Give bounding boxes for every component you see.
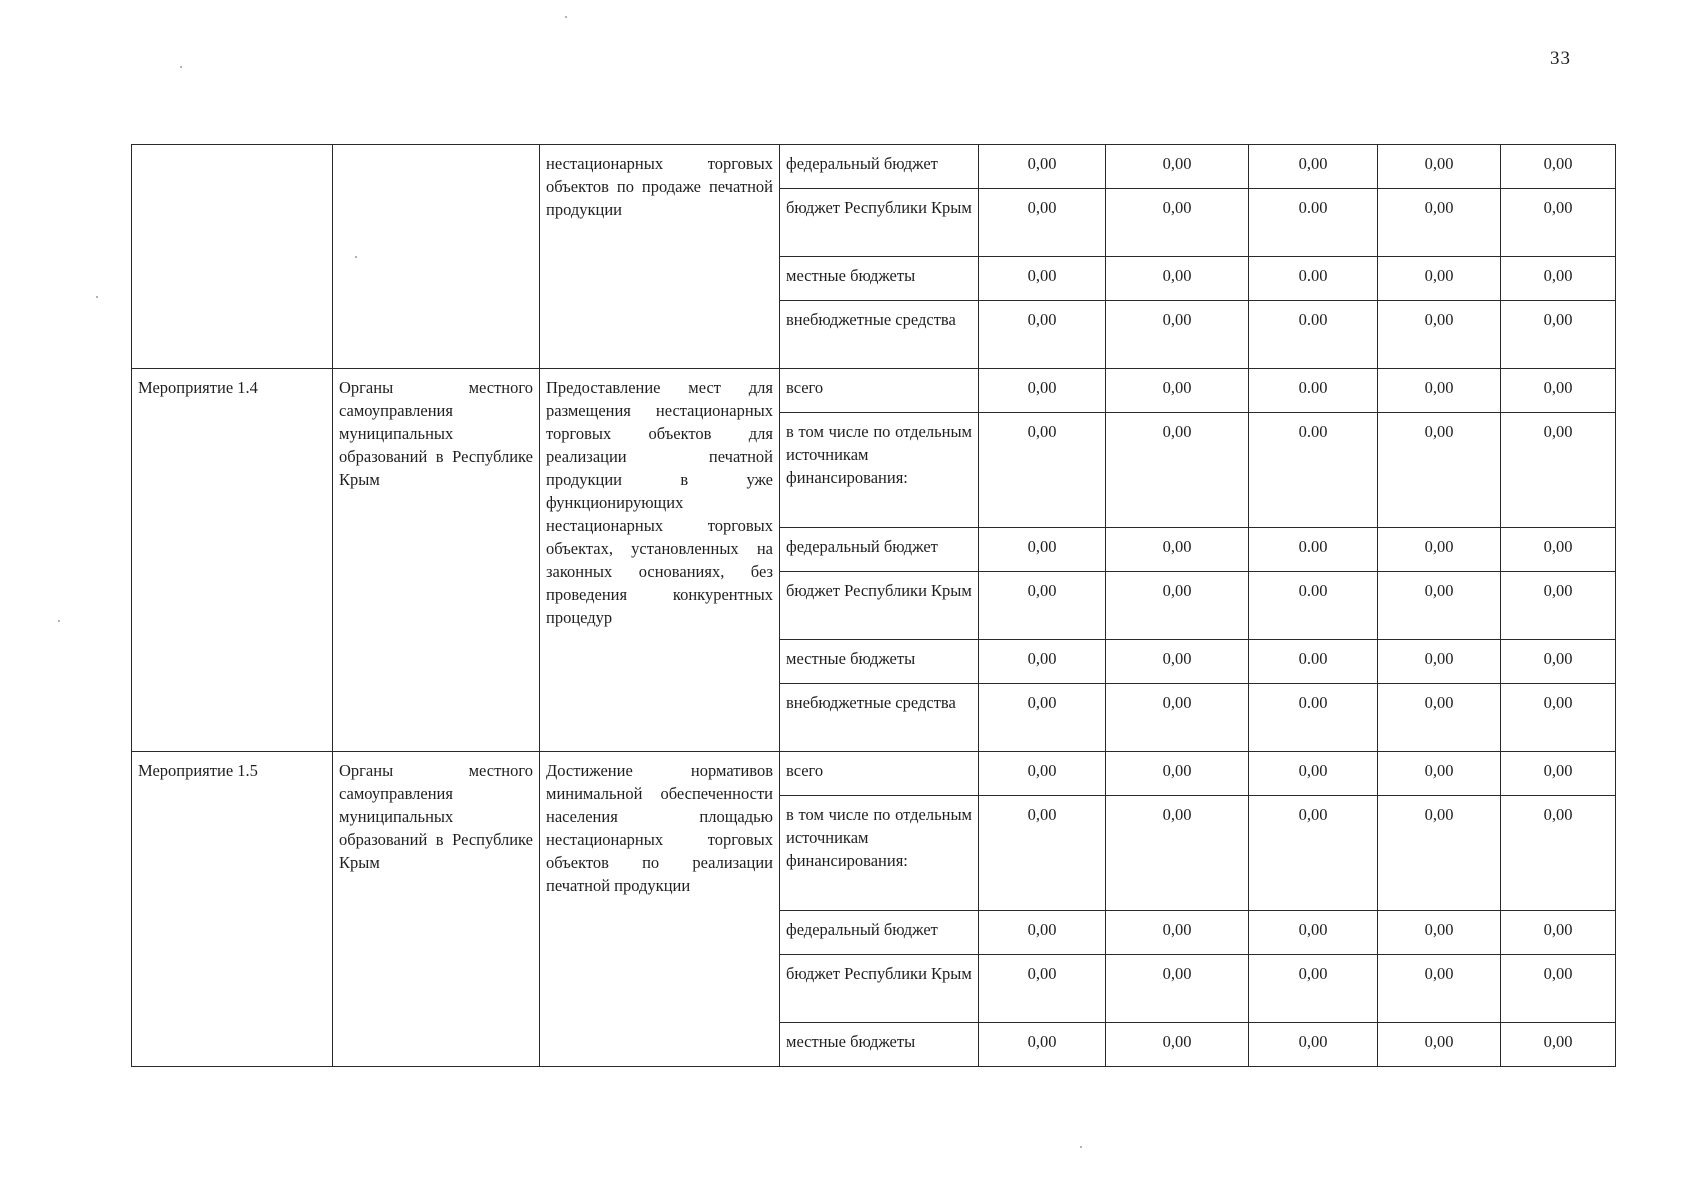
value-cell: 0,00 bbox=[979, 413, 1106, 528]
value-cell: 0.00 bbox=[1249, 301, 1378, 369]
value-cell: 0.00 bbox=[1249, 572, 1378, 640]
value-cell: 0,00 bbox=[979, 145, 1106, 189]
value-cell: 0,00 bbox=[1501, 684, 1616, 752]
value-cell: 0,00 bbox=[979, 640, 1106, 684]
funding-source-cell: федеральный бюджет bbox=[780, 145, 979, 189]
value-cell: 0,00 bbox=[1106, 640, 1249, 684]
value-cell: 0,00 bbox=[979, 911, 1106, 955]
value-cell: 0,00 bbox=[1249, 911, 1378, 955]
description-cell: нестационарных торговых объектов по продаже печатной продукции bbox=[540, 145, 780, 369]
value-cell: 0,00 bbox=[1106, 796, 1249, 911]
value-cell: 0,00 bbox=[1378, 796, 1501, 911]
description-cell: Предоставление мест для размещения нестационарных торговых объектов для реализации печатной продукции в уже функционирующих нестационарных торговых объектах, установленных на законных основаниях, без проведения конкурентных процедур bbox=[540, 369, 780, 752]
value-cell: 0,00 bbox=[1378, 528, 1501, 572]
value-cell: 0,00 bbox=[979, 752, 1106, 796]
value-cell: 0.00 bbox=[1249, 413, 1378, 528]
value-cell: 0,00 bbox=[1249, 752, 1378, 796]
value-cell: 0,00 bbox=[1249, 796, 1378, 911]
funding-source-cell: бюджет Республики Крым bbox=[780, 189, 979, 257]
value-cell: 0,00 bbox=[1501, 528, 1616, 572]
value-cell: 0,00 bbox=[1501, 301, 1616, 369]
value-cell: 0,00 bbox=[1501, 145, 1616, 189]
scan-speck bbox=[565, 16, 567, 18]
value-cell: 0,00 bbox=[1249, 955, 1378, 1023]
value-cell: 0,00 bbox=[1378, 911, 1501, 955]
funding-source-cell: в том числе по отдельным источникам финансирования: bbox=[780, 413, 979, 528]
measure-cell: Мероприятие 1.4 bbox=[132, 369, 333, 752]
value-cell: 0,00 bbox=[1378, 257, 1501, 301]
value-cell: 0,00 bbox=[1106, 301, 1249, 369]
value-cell: 0,00 bbox=[1378, 1023, 1501, 1067]
value-cell: 0,00 bbox=[1106, 413, 1249, 528]
funding-source-cell: федеральный бюджет bbox=[780, 528, 979, 572]
value-cell: 0,00 bbox=[1501, 796, 1616, 911]
value-cell: 0,00 bbox=[1501, 369, 1616, 413]
value-cell: 0,00 bbox=[1106, 145, 1249, 189]
funding-source-cell: федеральный бюджет bbox=[780, 911, 979, 955]
measure-cell bbox=[132, 145, 333, 369]
value-cell: 0,00 bbox=[979, 955, 1106, 1023]
value-cell: 0,00 bbox=[979, 572, 1106, 640]
value-cell: 0.00 bbox=[1249, 684, 1378, 752]
value-cell: 0,00 bbox=[979, 189, 1106, 257]
value-cell: 0.00 bbox=[1249, 189, 1378, 257]
funding-source-cell: бюджет Республики Крым bbox=[780, 572, 979, 640]
value-cell: 0,00 bbox=[1106, 369, 1249, 413]
value-cell: 0.00 bbox=[1249, 369, 1378, 413]
budget-table bbox=[131, 144, 1616, 1067]
value-cell: 0,00 bbox=[1106, 528, 1249, 572]
value-cell: 0,00 bbox=[979, 1023, 1106, 1067]
funding-source-cell: бюджет Республики Крым bbox=[780, 955, 979, 1023]
value-cell: 0,00 bbox=[1249, 1023, 1378, 1067]
value-cell: 0,00 bbox=[1106, 752, 1249, 796]
measure-cell: Мероприятие 1.5 bbox=[132, 752, 333, 1067]
table-row bbox=[132, 145, 1616, 189]
value-cell: 0,00 bbox=[1106, 1023, 1249, 1067]
value-cell: 0,00 bbox=[1378, 413, 1501, 528]
value-cell: 0,00 bbox=[1378, 369, 1501, 413]
funding-source-cell: местные бюджеты bbox=[780, 640, 979, 684]
value-cell: 0,00 bbox=[1378, 684, 1501, 752]
value-cell: 0,00 bbox=[1501, 257, 1616, 301]
scan-speck bbox=[1080, 1146, 1082, 1148]
value-cell: 0.00 bbox=[1249, 528, 1378, 572]
value-cell: 0,00 bbox=[1378, 752, 1501, 796]
value-cell: 0,00 bbox=[1501, 1023, 1616, 1067]
value-cell: 0,00 bbox=[979, 369, 1106, 413]
executor-cell: Органы местного самоуправления муниципальных образований в Республике Крым bbox=[333, 752, 540, 1067]
value-cell: 0,00 bbox=[1501, 572, 1616, 640]
funding-source-cell: всего bbox=[780, 369, 979, 413]
value-cell: 0,00 bbox=[1501, 640, 1616, 684]
value-cell: 0,00 bbox=[979, 301, 1106, 369]
value-cell: 0,00 bbox=[1378, 189, 1501, 257]
value-cell: 0,00 bbox=[1378, 145, 1501, 189]
table-row bbox=[132, 752, 1616, 796]
value-cell: 0,00 bbox=[1249, 145, 1378, 189]
funding-source-cell: внебюджетные средства bbox=[780, 301, 979, 369]
value-cell: 0,00 bbox=[1106, 955, 1249, 1023]
executor-cell bbox=[333, 145, 540, 369]
funding-source-cell: местные бюджеты bbox=[780, 257, 979, 301]
value-cell: 0,00 bbox=[979, 796, 1106, 911]
executor-cell: Органы местного самоуправления муниципальных образований в Республике Крым bbox=[333, 369, 540, 752]
scan-speck bbox=[96, 296, 98, 298]
funding-source-cell: местные бюджеты bbox=[780, 1023, 979, 1067]
value-cell: 0,00 bbox=[1501, 413, 1616, 528]
value-cell: 0,00 bbox=[1501, 955, 1616, 1023]
value-cell: 0.00 bbox=[1249, 640, 1378, 684]
value-cell: 0,00 bbox=[1378, 301, 1501, 369]
funding-source-cell: в том числе по отдельным источникам финансирования: bbox=[780, 796, 979, 911]
value-cell: 0,00 bbox=[1106, 189, 1249, 257]
value-cell: 0,00 bbox=[979, 684, 1106, 752]
value-cell: 0,00 bbox=[1106, 257, 1249, 301]
value-cell: 0,00 bbox=[1501, 189, 1616, 257]
value-cell: 0,00 bbox=[1378, 640, 1501, 684]
scan-speck bbox=[180, 66, 182, 68]
description-cell: Достижение нормативов минимальной обеспеченности населения площадью нестационарных торговых объектов по реализации печатной продукции bbox=[540, 752, 780, 1067]
value-cell: 0,00 bbox=[1378, 955, 1501, 1023]
value-cell: 0,00 bbox=[1501, 911, 1616, 955]
scan-speck bbox=[58, 620, 60, 622]
funding-source-cell: всего bbox=[780, 752, 979, 796]
funding-source-cell: внебюджетные средства bbox=[780, 684, 979, 752]
page-number: 33 bbox=[1550, 48, 1571, 69]
value-cell: 0,00 bbox=[979, 528, 1106, 572]
value-cell: 0,00 bbox=[1378, 572, 1501, 640]
value-cell: 0,00 bbox=[1106, 911, 1249, 955]
table-row bbox=[132, 369, 1616, 413]
value-cell: 0,00 bbox=[979, 257, 1106, 301]
value-cell: 0.00 bbox=[1249, 257, 1378, 301]
value-cell: 0,00 bbox=[1501, 752, 1616, 796]
value-cell: 0,00 bbox=[1106, 684, 1249, 752]
value-cell: 0,00 bbox=[1106, 572, 1249, 640]
scan-speck bbox=[355, 256, 357, 258]
